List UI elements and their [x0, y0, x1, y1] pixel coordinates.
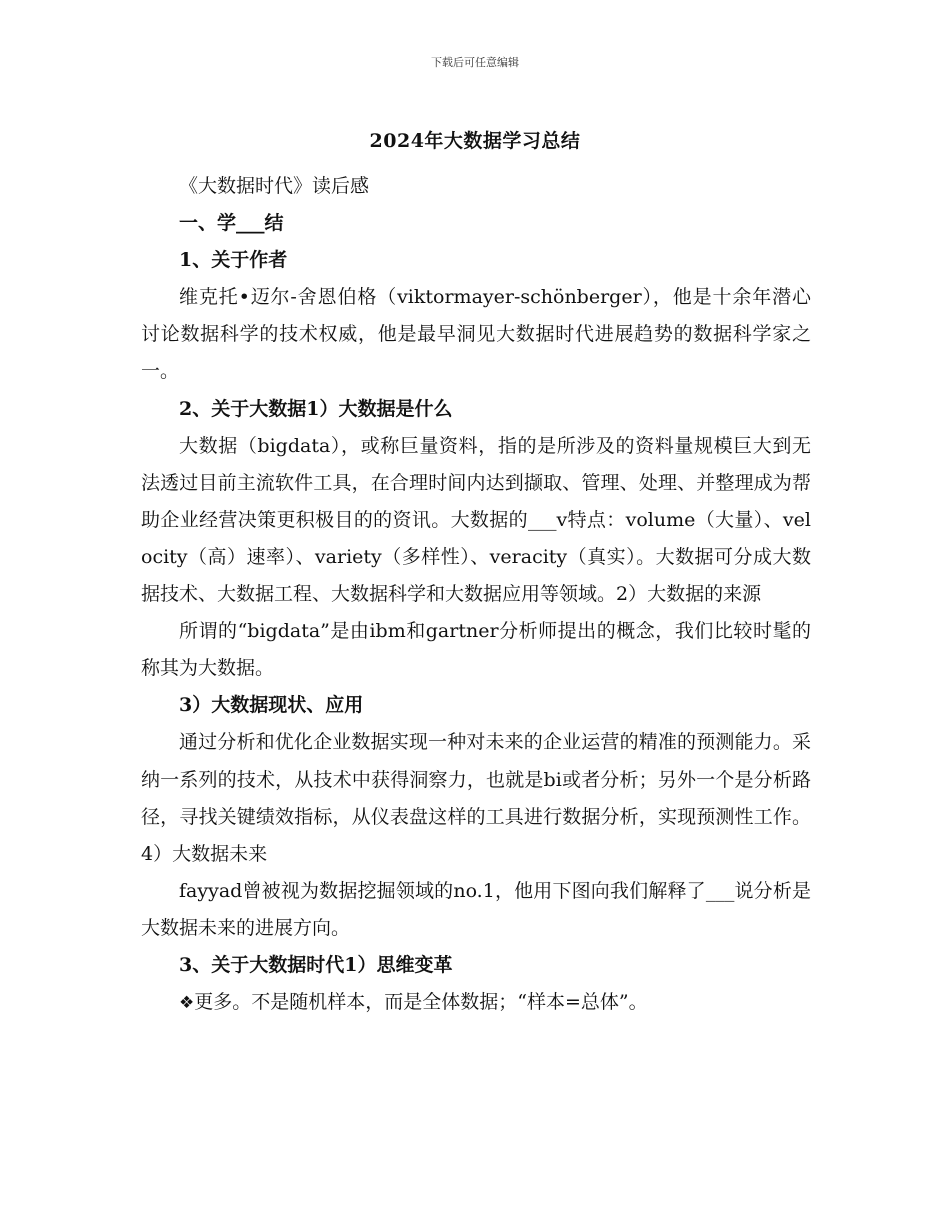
section-bigdata-status-heading: 3）大数据现状、应用 — [179, 694, 364, 717]
section-era-heading: 3、关于大数据时代1）思维变革 — [179, 953, 453, 976]
section-bigdata-paragraph-3: 通过分析和优化企业数据实现一种对未来的企业运营的精准的预测能力。采纳一系列的技术，从技术中获得洞察力，也就是bi或者分析；另外一个是分析路径，寻找关键绩效指标，从仪表盘这样的工具进行数据分析，实现预测性工作。4）大数据未来 — [141, 731, 811, 865]
section-bigdata-paragraph-2: 所谓的“bigdata”是由ibm和gartner分析师提出的概念，我们比较时髦的称其为大数据。 — [141, 620, 811, 680]
document-body — [141, 168, 811, 1022]
section-author-paragraph: 维克托•迈尔-舍恩伯格（viktormayer-schӧnberger），他是十余年潜心讨论数据科学的技术权威，他是最早洞见大数据时代进展趋势的数据科学家之一。 — [141, 286, 811, 383]
header-note: 下载后可任意编辑 — [431, 56, 519, 69]
bullet-item — [141, 984, 811, 1022]
section-bigdata-heading: 2、关于大数据1）大数据是什么 — [179, 397, 453, 420]
document-title: 2024年大数据学习总结 — [369, 130, 581, 152]
heading-summary: 一、学___结 — [179, 212, 284, 235]
section-bigdata-paragraph-1: 大数据（bigdata），或称巨量资料，指的是所涉及的资料量规模巨大到无法透过目前主流软件工具，在合理时间内达到撷取、管理、处理、并整理成为帮助企业经营决策更积极目的的资讯。大数据的___v特点：volume（大量）、velocity（高）速率）、variety（多样性）、veracity（真实）。大数据可分成大数据技术、大数据工程、大数据科学和大数据应用等领域。2）大数据的来源 — [141, 434, 811, 606]
section-author-heading: 1、关于作者 — [179, 249, 288, 272]
section-bigdata-paragraph-4: fayyad曾被视为数据挖掘领域的no.1，他用下图向我们解释了___说分析是大数据未来的进展方向。 — [141, 879, 811, 939]
diamond-bullet-icon: ❖ — [179, 993, 195, 1014]
subtitle: 《大数据时代》读后感 — [179, 175, 370, 197]
bullet-item-text: 更多。不是随机样本，而是全体数据；“样本=总体”。 — [194, 991, 648, 1014]
